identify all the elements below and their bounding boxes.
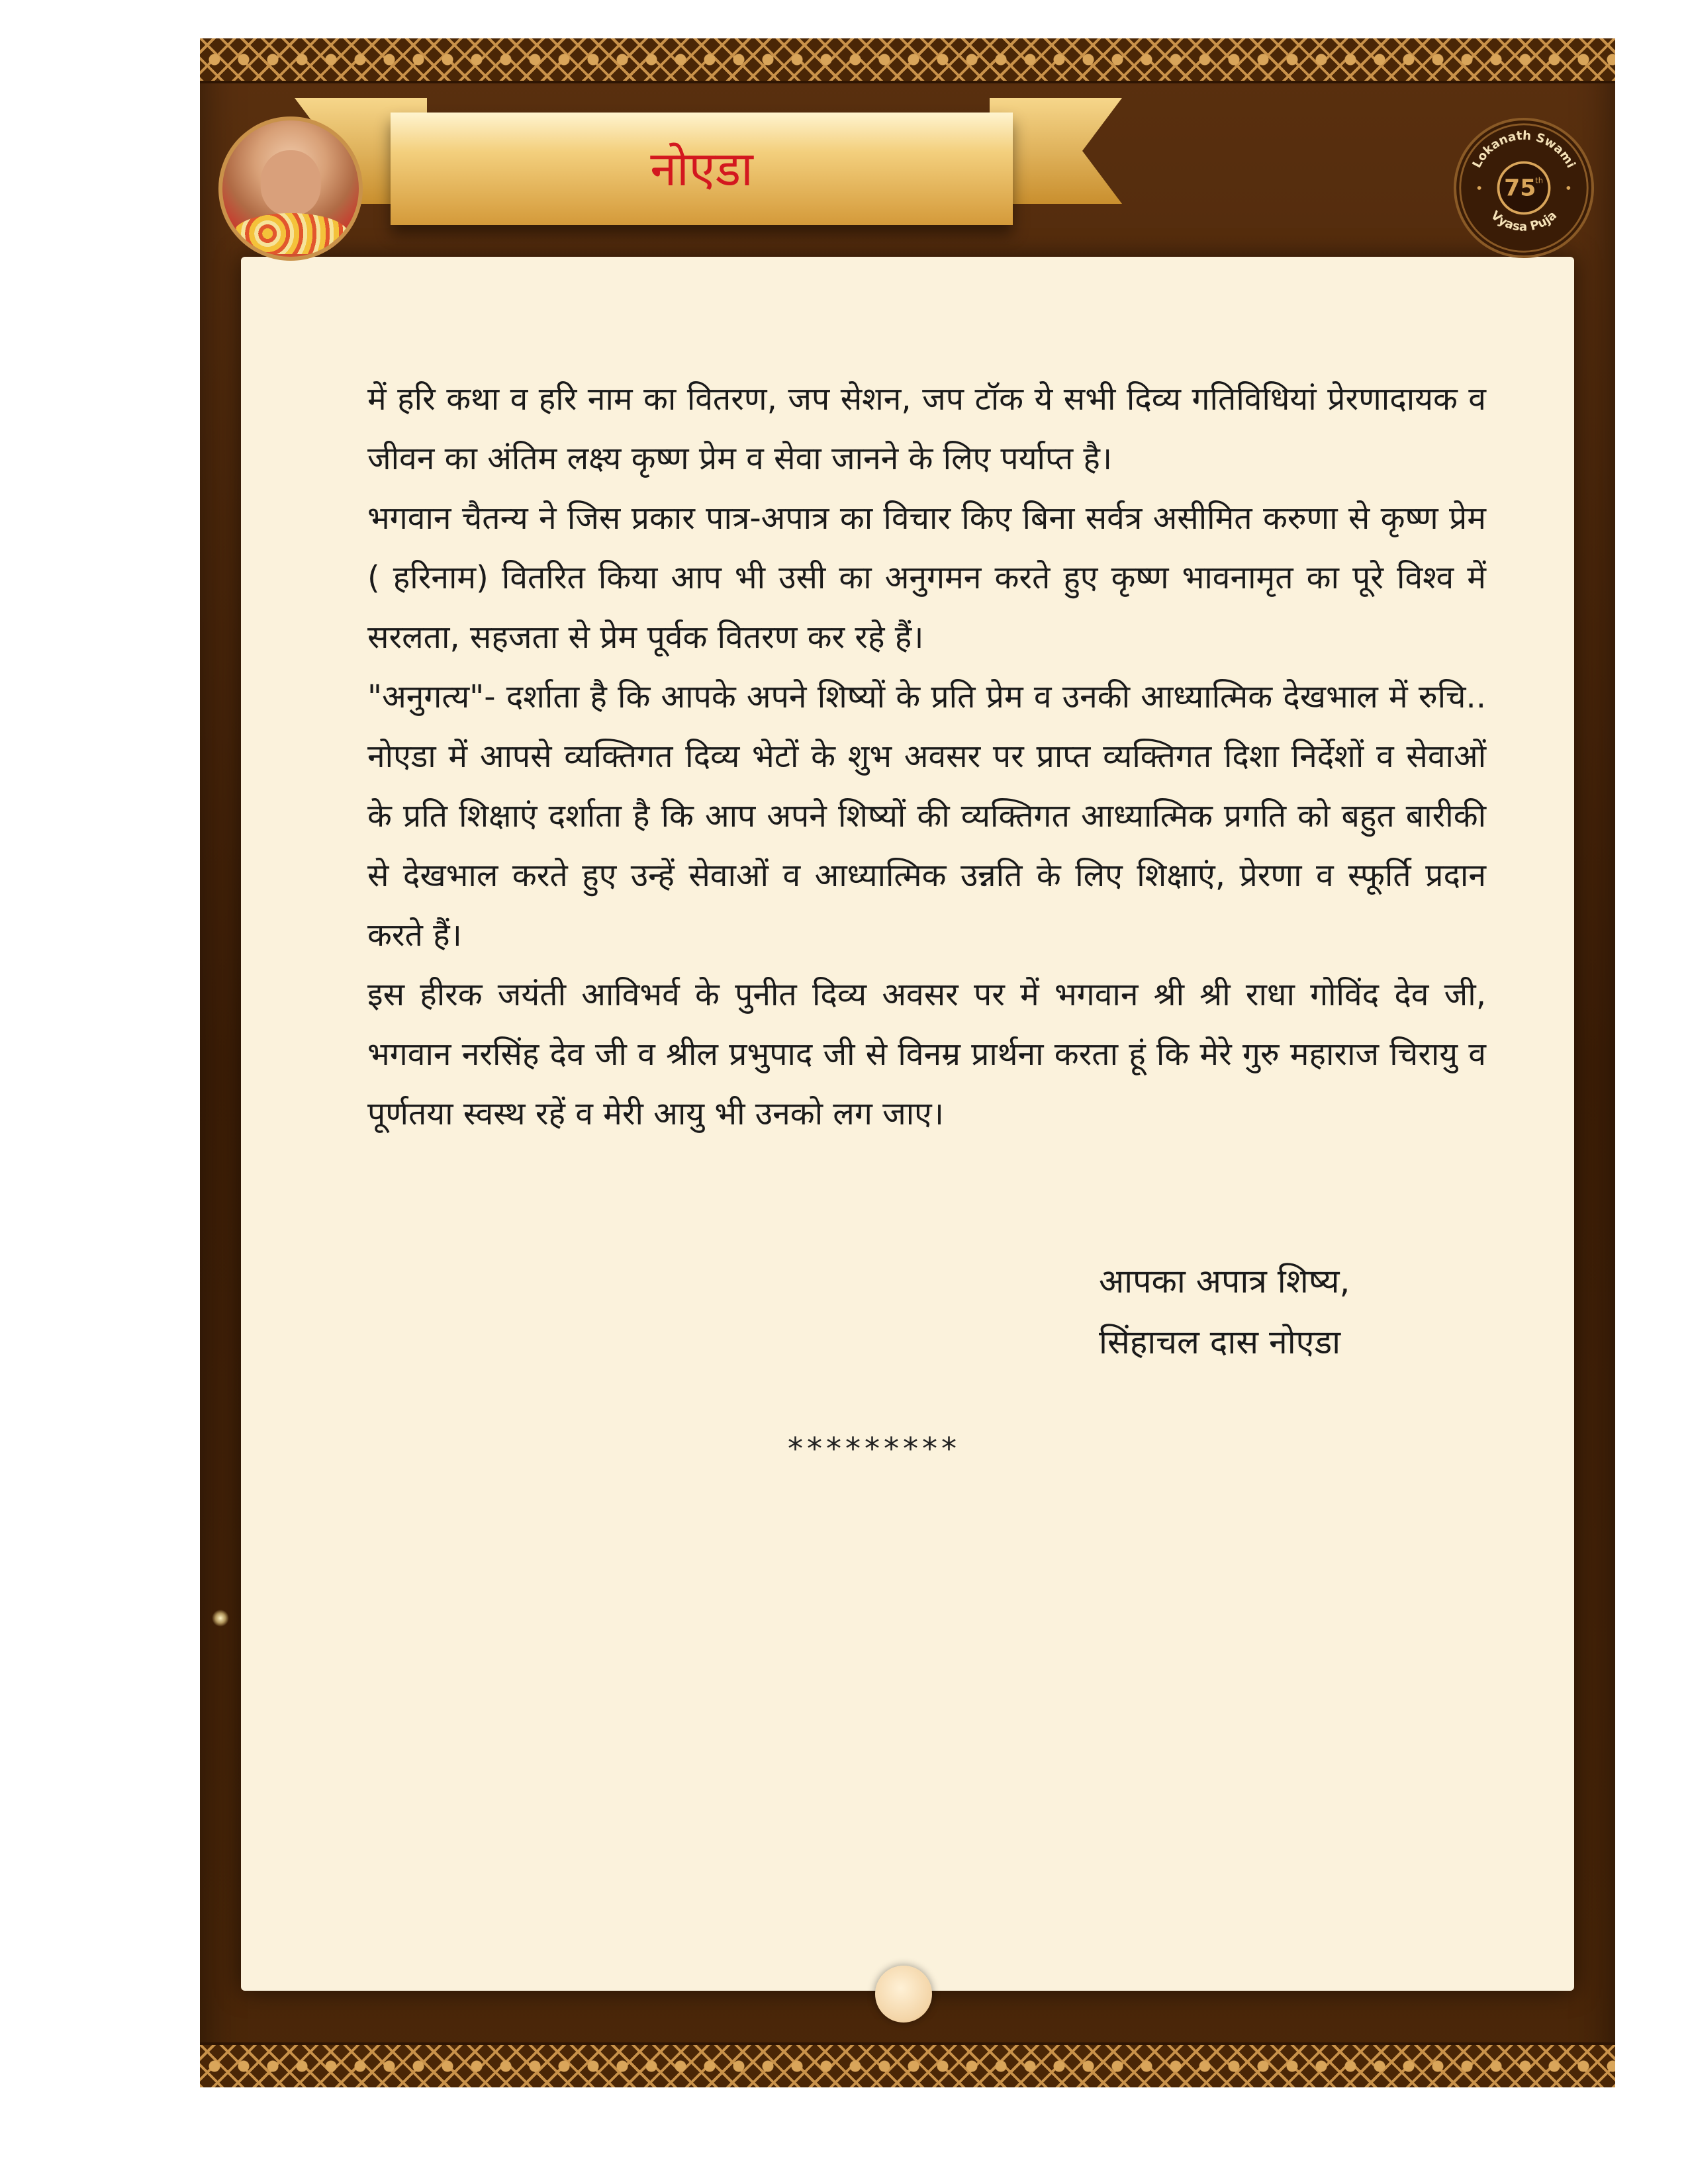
paragraph: इस हीरक जयंती आविभर्व के पुनीत दिव्य अवसर पर में भगवान श्री श्री राधा गोविंद देव जी, भगवान नरसिंह देव जी व श्रील प्रभुपाद जी से विनम्र प्रार्थना करता हूं कि मेरे गुरु महाराज चिरायु व पूर्णतया स्वस्थ रहें व मेरी आयु भी उनको लग जाए। (367, 976, 1486, 1132)
guru-portrait (218, 116, 363, 261)
paragraph: में हरि कथा व हरि नाम का वितरण, जप सेशन, जप टॉक ये सभी दिव्य गतिविधियां प्रेरणादायक व जीवन का अंतिम लक्ष्य कृष्ण प्रेम व सेवा जानने के लिए पर्याप्त है। (367, 381, 1486, 477)
paragraph: "अनुगत्य"- दर्शाता है कि आपके अपने शिष्यों के प्रति प्रेम व उनकी आध्यात्मिक देखभाल में रुचि.. नोएडा में आपसे व्यक्तिगत दिव्य भेटों के शुभ अवसर पर प्राप्त व्यक्तिगत दिशा निर्देशों व सेवाओं के प्रति शिक्षाएं दर्शाता है कि आप अपने शिष्यों की व्यक्तिगत आध्यात्मिक प्रगति को बहुत बारीकी से देखभाल करते हुए उन्हें सेवाओं व आध्यात्मिक उन्नति के लिए शिक्षाएं, प्रेरणा व स्फूर्ति प्रदान करते हैं। (367, 678, 1486, 954)
badge-number-suffix: th (1535, 175, 1544, 185)
decorative-border-top (200, 38, 1615, 83)
signature-block (1099, 1251, 1350, 1373)
badge-bottom-text: Vyasa Puja (1488, 208, 1560, 234)
letter-body (367, 369, 1486, 1144)
portrait-face (261, 150, 321, 216)
signoff-salutation: आपका अपात्र शिष्य, (1099, 1262, 1350, 1300)
badge-emblem (1456, 120, 1591, 255)
title-ribbon (391, 113, 1013, 225)
separator-stars: ********* (788, 1431, 961, 1467)
paragraph: भगवान चैतन्य ने जिस प्रकार पात्र-अपात्र का विचार किए बिना सर्वत्र असीमित करुणा से कृष्ण प्रेम ( हरिनाम) वितरित किया आप भी उसी का अनुगमन करते हुए कृष्ण भावनामृत का पूरे विश्व में सरलता, सहजता से प्रेम पूर्वक वितरण कर रहे हैं। (367, 500, 1486, 656)
portrait-garland (233, 213, 348, 254)
badge-number: 75 (1504, 175, 1536, 202)
sparkle-decoration (212, 1610, 229, 1627)
signoff-name: सिंहाचल दास नोएडा (1099, 1323, 1341, 1361)
page-title: नोएडा (650, 141, 753, 197)
badge-top-text: Lokanath Swami (1470, 128, 1578, 171)
vyasa-puja-badge (1454, 118, 1594, 258)
bottom-ornament (875, 1966, 932, 2023)
decorative-border-bottom (200, 2042, 1615, 2087)
